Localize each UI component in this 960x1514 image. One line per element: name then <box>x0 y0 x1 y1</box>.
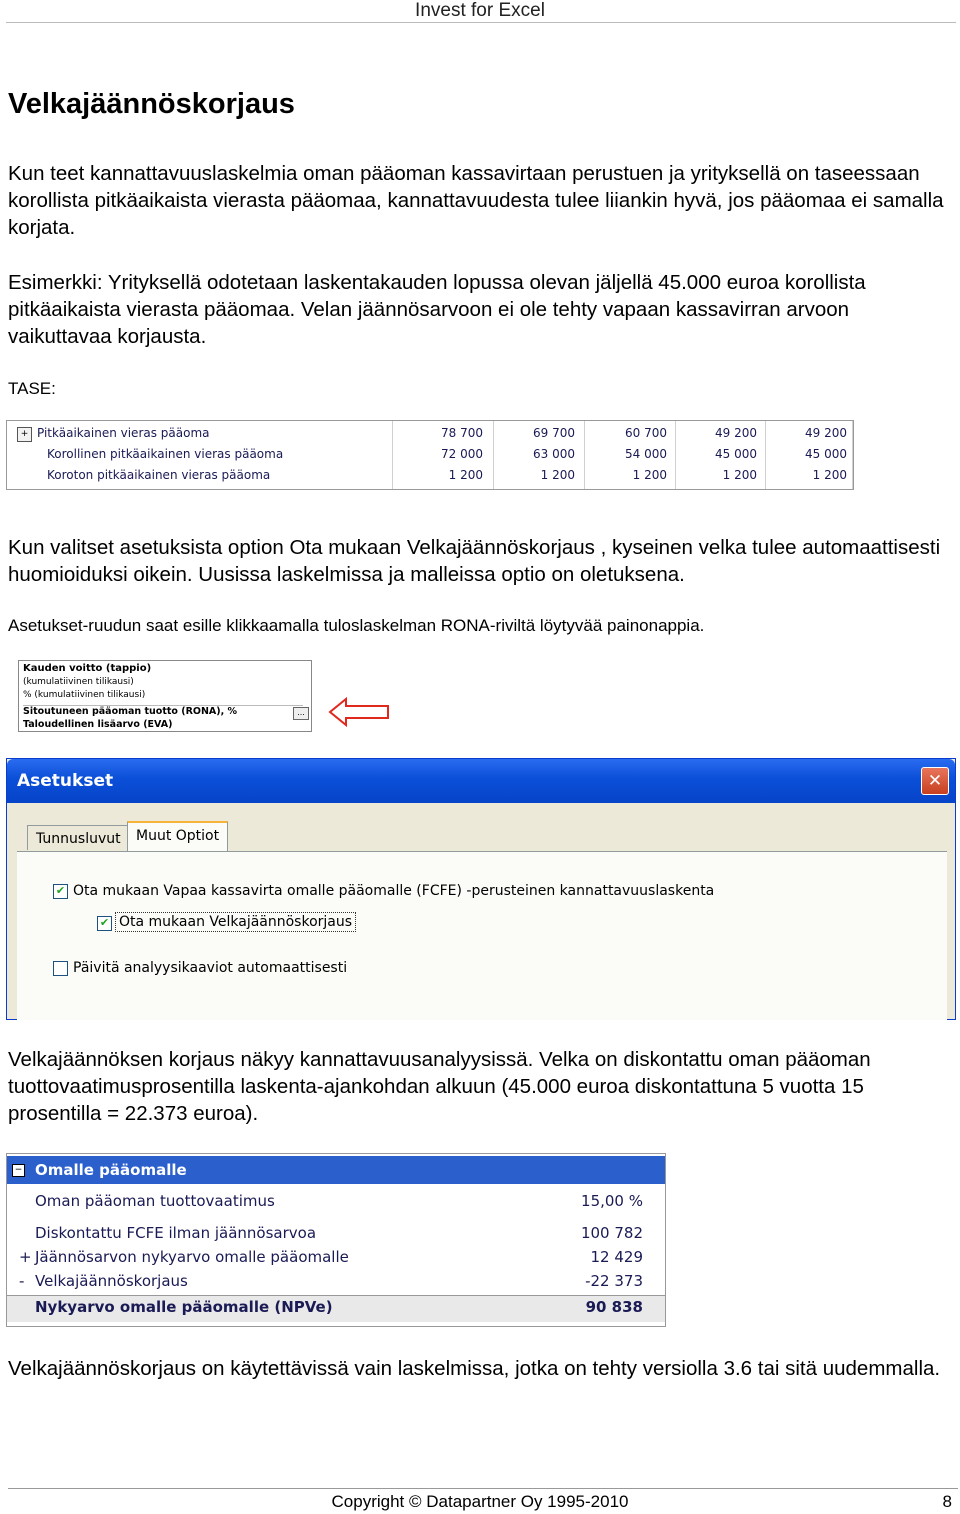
tab-tunnusluvut[interactable]: Tunnusluvut <box>27 825 130 850</box>
page-title: Velkajäännöskorjaus <box>8 88 295 120</box>
fcfe-checkbox[interactable]: ✔ <box>53 884 68 899</box>
table-row <box>7 423 853 444</box>
velkajaannos-option-label[interactable]: Ota mukaan Velkajäännöskorjaus <box>115 912 356 932</box>
settings-hint-paragraph: Asetukset-ruudun saat esille klikkaamalla tuloslaskelman RONA-riviltä löytyvää painonappia. <box>8 616 705 635</box>
table-row <box>7 1246 665 1268</box>
rona-row: Sitoutuneen pääoman tuotto (RONA), % <box>23 705 303 717</box>
velkajaannos-checkbox[interactable]: ✔ <box>97 916 112 931</box>
close-icon[interactable]: ✕ <box>921 767 949 795</box>
row-label: Nykyarvo omalle pääomalle (NPVe) <box>35 1298 333 1316</box>
cell-value: 54 000 <box>625 447 667 461</box>
cell-value: 1 200 <box>722 468 757 482</box>
header-divider <box>6 22 956 23</box>
table-row <box>7 444 853 465</box>
row-label: Velkajäännöskorjaus <box>35 1272 188 1290</box>
copyright-text: Copyright © Datapartner Oy 1995-2010 <box>331 1492 629 1511</box>
dialog-title: Asetukset <box>17 771 114 791</box>
fcfe-option-label[interactable]: Ota mukaan Vapaa kassavirta omalle pääomalle (FCFE) -perusteinen kannattavuuslaskenta <box>73 883 715 899</box>
equity-analysis-snippet <box>6 1153 666 1327</box>
balance-sheet-snippet <box>6 420 854 490</box>
tab-panel <box>17 851 947 1020</box>
table-row <box>7 465 853 486</box>
settings-dialog <box>6 758 956 1020</box>
rona-snippet <box>18 660 312 732</box>
table-row <box>7 1222 665 1244</box>
cell-value: 63 000 <box>533 447 575 461</box>
rona-row: Kauden voitto (tappio) <box>23 663 152 674</box>
equity-header-label: Omalle pääomalle <box>35 1161 187 1179</box>
row-sign: + <box>19 1248 32 1266</box>
rona-row: % (kumulatiivinen tilikausi) <box>23 690 146 700</box>
page-number: 8 <box>942 1492 952 1511</box>
example-paragraph: Esimerkki: Yrityksellä odotetaan laskentakauden lopussa olevan jäljellä 45.000 euroa korollista pitkäaikaista vierasta pääomaa. Velan jäännösarvoon ei ole tehty vapaan kassavirran arvoon vaikuttavaa korjausta. <box>8 271 866 348</box>
footer-divider <box>8 1488 958 1489</box>
version-paragraph: Velkajäännöskorjaus on käytettävissä vain laskelmissa, jotka on tehty versiolla 3.6 tai sitä uudemmalla. <box>8 1357 941 1380</box>
tab-muut-optiot[interactable]: Muut Optiot <box>127 821 228 853</box>
dialog-titlebar <box>7 759 955 803</box>
row-value: 100 782 <box>580 1224 643 1242</box>
row-label: Korollinen pitkäaikainen vieras pääoma <box>47 447 284 461</box>
cell-value: 60 700 <box>625 426 667 440</box>
table-row <box>7 1270 665 1292</box>
rona-settings-button[interactable]: ... <box>293 707 309 720</box>
row-label: Koroton pitkäaikainen vieras pääoma <box>47 468 271 482</box>
cell-value: 49 200 <box>805 426 847 440</box>
row-label: Pitkäaikainen vieras pääoma <box>37 426 210 440</box>
cell-value: 45 000 <box>715 447 757 461</box>
cell-value: 1 200 <box>812 468 847 482</box>
cell-value: 1 200 <box>540 468 575 482</box>
document-header: Invest for Excel <box>415 0 545 21</box>
equity-section-header <box>7 1156 665 1184</box>
row-value: 12 429 <box>590 1248 643 1266</box>
row-label: Diskontattu FCFE ilman jäännösarvoa <box>35 1224 317 1242</box>
row-label: Jäännösarvon nykyarvo omalle pääomalle <box>35 1248 349 1266</box>
intro-paragraph: Kun teet kannattavuuslaskelmia oman pääoman kassavirtaan perustuen ja yrityksellä on taseessaan korollista pitkäaikaista vierasta pääomaa, kannattavuudesta tulee liiankin hyvä, jos pääomaa ei samalla korjata. <box>8 162 944 239</box>
row-value: 90 838 <box>585 1298 643 1316</box>
rona-row: Taloudellinen lisäarvo (EVA) <box>23 719 173 730</box>
row-value: 15,00 % <box>581 1192 643 1210</box>
cell-value: 1 200 <box>448 468 483 482</box>
cell-value: 69 700 <box>533 426 575 440</box>
update-charts-option-label[interactable]: Päivitä analyysikaaviot automaattisesti <box>73 960 348 976</box>
cell-value: 49 200 <box>715 426 757 440</box>
row-value: -22 373 <box>585 1272 643 1290</box>
cell-value: 72 000 <box>441 447 483 461</box>
cell-value: 45 000 <box>805 447 847 461</box>
arrow-left-icon <box>328 696 392 728</box>
analysis-paragraph: Velkajäännöksen korjaus näkyy kannattavuusanalyysissä. Velka on diskontattu oman pääoman tuottovaatimusprosentilla laskenta-ajankohdan alkuun (45.000 euroa diskontattuna 5 vuotta 15 prosentilla = 22.373 euroa). <box>8 1048 871 1125</box>
rona-row: (kumulatiivinen tilikausi) <box>23 677 134 687</box>
row-label: Oman pääoman tuottovaatimus <box>35 1192 275 1210</box>
table-row <box>7 1190 665 1212</box>
collapse-icon[interactable]: − <box>12 1164 25 1177</box>
option-paragraph: Kun valitset asetuksista option Ota mukaan Velkajäännöskorjaus , kyseinen velka tulee automaattisesti huomioiduksi oikein. Uusissa laskelmissa ja malleissa optio on oletuksena. <box>8 536 941 586</box>
cell-value: 78 700 <box>441 426 483 440</box>
total-row <box>7 1295 665 1322</box>
tase-label: TASE: <box>8 379 56 398</box>
update-charts-checkbox[interactable] <box>53 961 68 976</box>
cell-value: 1 200 <box>632 468 667 482</box>
expand-icon[interactable]: + <box>17 427 32 442</box>
row-sign: - <box>19 1272 25 1290</box>
